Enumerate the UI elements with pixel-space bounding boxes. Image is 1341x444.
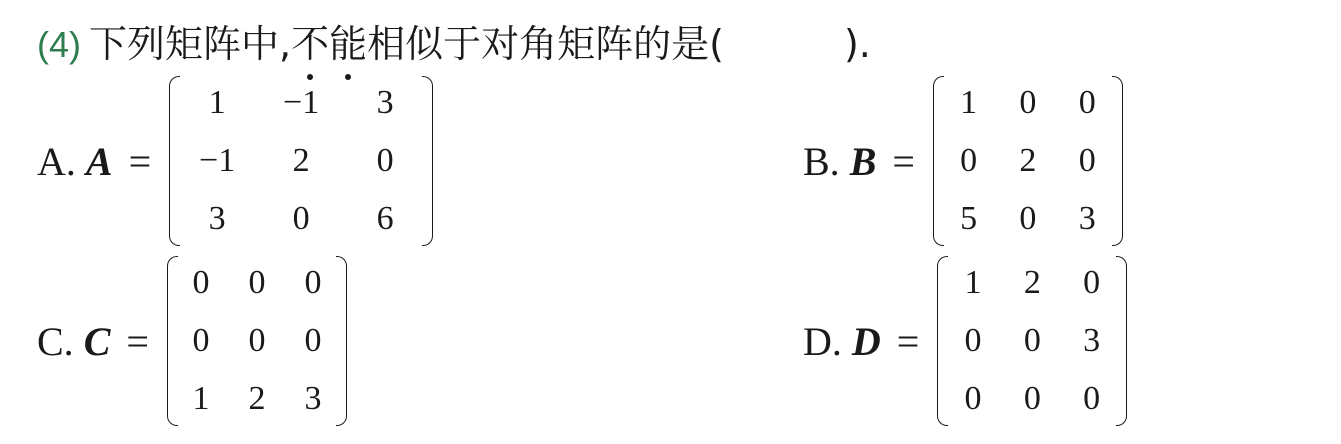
matrix-cell: 2	[1023, 264, 1041, 301]
option-a-label	[37, 138, 169, 185]
matrix-cell: 3	[376, 84, 394, 121]
option-a-var: A	[85, 138, 113, 184]
matrix-cell: 1	[192, 380, 210, 417]
option-b-letter: B.	[803, 138, 840, 184]
emphasis-char-1: 不	[291, 18, 329, 70]
matrix-cell: 6	[376, 200, 394, 237]
matrix-cell: 0	[960, 142, 978, 179]
option-b[interactable]	[803, 74, 1123, 248]
matrix-cell: 0	[248, 264, 266, 301]
option-a-letter: A.	[37, 138, 76, 184]
matrix-cell: 0	[1083, 380, 1101, 417]
option-b-label	[803, 138, 933, 185]
option-b-var: B	[849, 138, 877, 184]
matrix-cell: 0	[248, 322, 266, 359]
matrix-cell: 1	[208, 84, 226, 121]
question-number: (4)	[37, 24, 81, 65]
matrix-b	[933, 74, 1123, 248]
matrix-cell: 2	[248, 380, 266, 417]
matrix-cell: 0	[192, 322, 210, 359]
matrix-d	[937, 254, 1127, 428]
matrix-cell: 0	[1019, 84, 1037, 121]
matrix-cell: 0	[304, 264, 322, 301]
matrix-cell: 2	[292, 142, 310, 179]
matrix-cell: 1	[964, 264, 982, 301]
option-c-var: C	[83, 318, 111, 364]
question-closing: ).	[843, 22, 871, 66]
matrix-cell: 2	[1019, 142, 1037, 179]
matrix-cell: 0	[192, 264, 210, 301]
question-text-after: 相似于对角矩阵的是(	[367, 22, 724, 66]
matrix-cell: 0	[964, 322, 982, 359]
option-c-letter: C.	[37, 318, 74, 364]
option-b-equals: =	[892, 138, 915, 184]
matrix-cell: 0	[1023, 322, 1041, 359]
matrix-cell: 3	[1083, 322, 1101, 359]
matrix-cell: 3	[304, 380, 322, 417]
matrix-cell: 0	[292, 200, 310, 237]
matrix-cell: 3	[208, 200, 226, 237]
matrix-c	[167, 254, 347, 428]
matrix-cell: 0	[964, 380, 982, 417]
option-a[interactable]	[37, 74, 433, 248]
option-d[interactable]	[803, 254, 1127, 428]
matrix-cell: 0	[1078, 84, 1096, 121]
matrix-cell: 0	[376, 142, 394, 179]
matrix-cell: 0	[1083, 264, 1101, 301]
option-d-letter: D.	[803, 318, 842, 364]
matrix-cell: 0	[304, 322, 322, 359]
option-c-label	[37, 318, 167, 365]
matrix-cell: −1	[199, 142, 236, 179]
question-text	[89, 22, 871, 66]
option-d-label	[803, 318, 937, 365]
matrix-cell: −1	[283, 84, 320, 121]
matrix-cell: 0	[1078, 142, 1096, 179]
matrix-a	[169, 74, 433, 248]
option-d-var: D	[851, 318, 881, 364]
emphasis-char-2: 能	[329, 18, 367, 70]
option-a-equals: =	[128, 138, 152, 184]
matrix-cell: 0	[1019, 200, 1037, 237]
matrix-cell: 1	[960, 84, 978, 121]
matrix-cell: 3	[1078, 200, 1096, 237]
option-c[interactable]	[37, 254, 347, 428]
question-text-before: 下列矩阵中,	[89, 22, 292, 66]
question-stem	[37, 18, 871, 70]
option-c-equals: =	[126, 318, 149, 364]
option-d-equals: =	[896, 318, 920, 364]
matrix-cell: 5	[960, 200, 978, 237]
matrix-cell: 0	[1023, 380, 1041, 417]
